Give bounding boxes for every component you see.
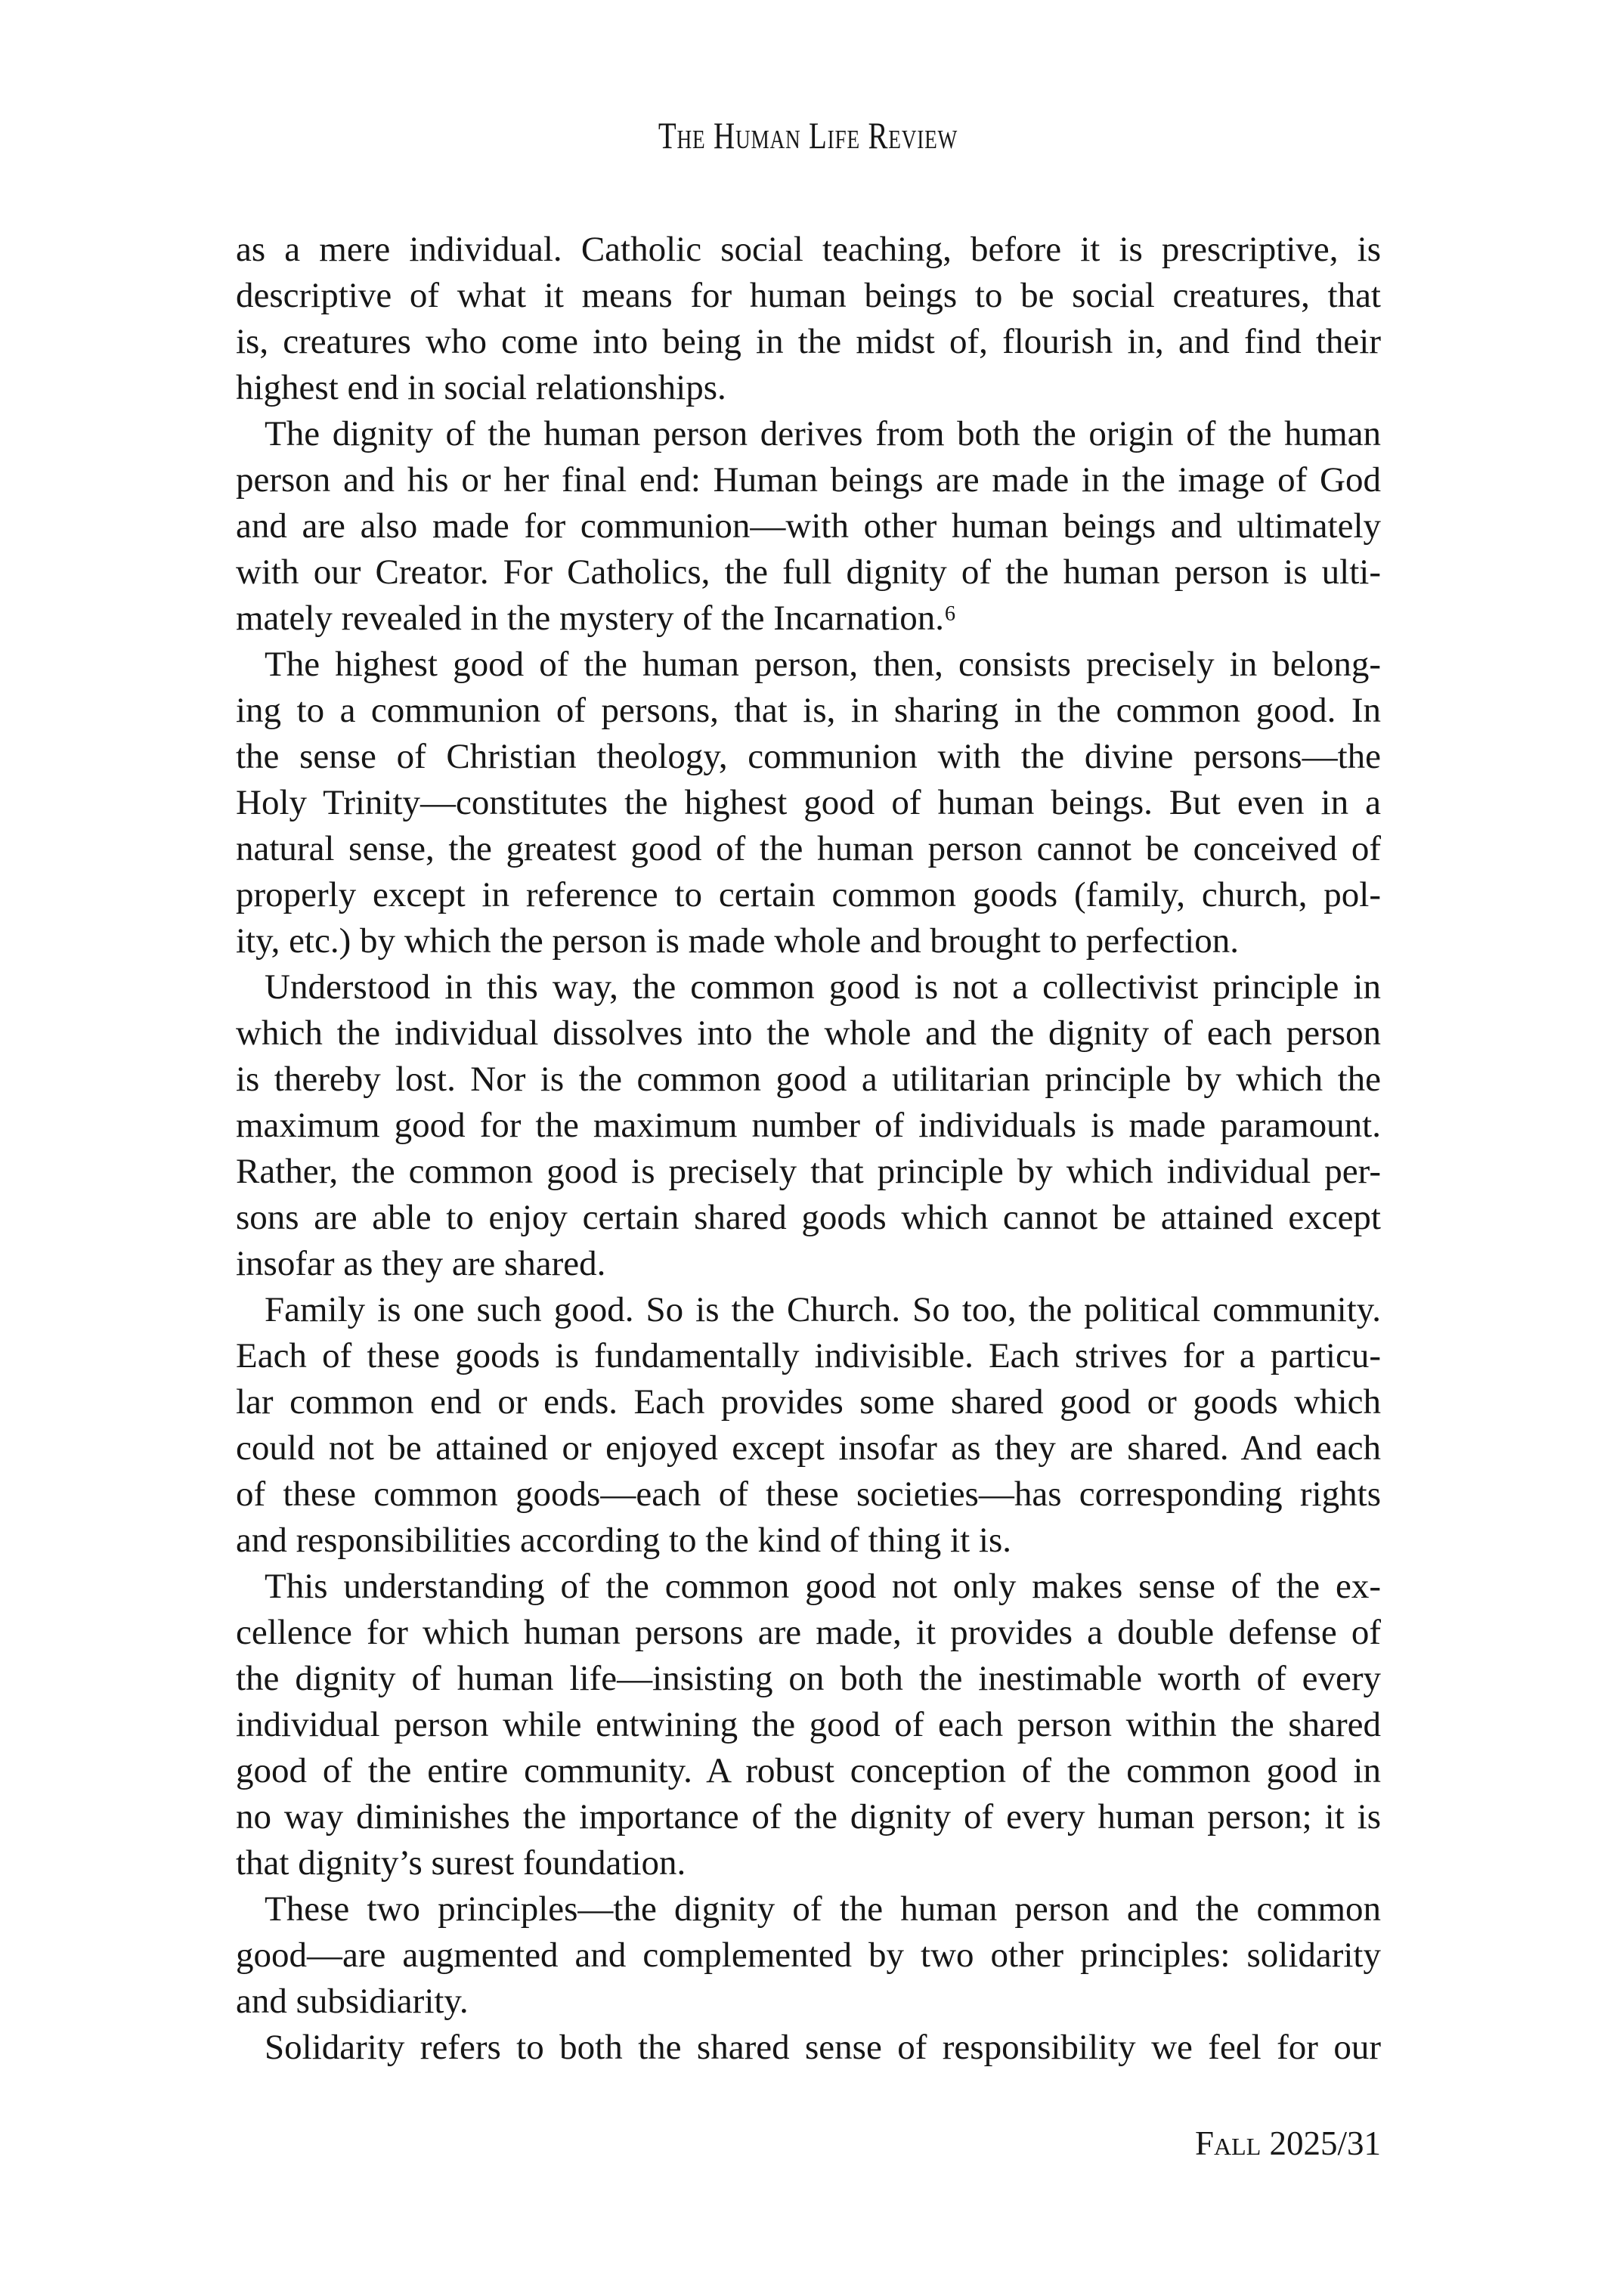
text-line: ity, etc.) by which the person is made whole and brought to perfection. (236, 921, 1239, 961)
text-line: highest end in social relationships. (236, 368, 726, 407)
text-line: good—are augmented and complemented by two other principles: solidarity (236, 1936, 1381, 1975)
text-line: good of the entire community. A robust conception of the common good in (236, 1751, 1381, 1790)
text-line: as a mere individual. Catholic social teaching, before it is prescriptive, is (236, 230, 1381, 269)
text-line: sons are able to enjoy certain shared goods which cannot be attained except (236, 1198, 1381, 1237)
text-line: The highest good of the human person, then, consists precisely in belong- (265, 645, 1381, 684)
text-line: insofar as they are shared. (236, 1244, 606, 1283)
text-line: is thereby lost. Nor is the common good a utilitarian principle by which the (236, 1060, 1381, 1099)
text-line: Each of these goods is fundamentally indivisible. Each strives for a particu- (236, 1336, 1381, 1375)
text-line: cellence for which human persons are made, it provides a double defense of (236, 1613, 1381, 1652)
page-footer: Fall 2025/31 (1195, 2124, 1381, 2162)
text-line: Holy Trinity—constitutes the highest good of human beings. But even in a (236, 783, 1381, 822)
text-line: and subsidiarity. (236, 1982, 469, 2021)
text-line: the sense of Christian theology, communion with the divine persons—the (236, 737, 1381, 776)
text-line: This understanding of the common good not only makes sense of the ex- (265, 1567, 1381, 1606)
text-line: no way diminishes the importance of the dignity of every human person; it is (236, 1797, 1381, 1836)
text-line: mately revealed in the mystery of the Incarnation.⁶ (236, 599, 957, 638)
text-line: and are also made for communion—with other human beings and ultimately (236, 506, 1381, 546)
text-line: with our Creator. For Catholics, the full dignity of the human person is ulti- (236, 552, 1381, 592)
text-line: These two principles—the dignity of the human person and the common (265, 1889, 1381, 1929)
text-line: lar common end or ends. Each provides some shared good or goods which (236, 1382, 1381, 1422)
text-line: descriptive of what it means for human beings to be social creatures, that (236, 276, 1381, 315)
text-line: Solidarity refers to both the shared sense of responsibility we feel for our (265, 2028, 1381, 2067)
text-line: individual person while entwining the good of each person within the shared (236, 1705, 1381, 1744)
text-line: of these common goods—each of these societies—has corresponding rights (236, 1474, 1381, 1514)
text-line: Understood in this way, the common good is not a collectivist principle in (265, 967, 1381, 1007)
text-line: The dignity of the human person derives from both the origin of the human (265, 414, 1381, 453)
journal-header: The Human Life Review (658, 114, 958, 156)
text-line: Family is one such good. So is the Church. So too, the political community. (265, 1290, 1381, 1329)
text-line: could not be attained or enjoyed except insofar as they are shared. And each (236, 1428, 1381, 1468)
page-body (236, 227, 1381, 2071)
text-line: person and his or her final end: Human beings are made in the image of God (236, 460, 1381, 500)
text-line: natural sense, the greatest good of the human person cannot be conceived of (236, 829, 1381, 868)
text-line: is, creatures who come into being in the midst of, flourish in, and find their (236, 322, 1381, 361)
text-line: and responsibilities according to the kind of thing it is. (236, 1521, 1012, 1560)
text-line: maximum good for the maximum number of individuals is made paramount. (236, 1106, 1381, 1145)
text-line: ing to a communion of persons, that is, in sharing in the common good. In (236, 691, 1381, 730)
text-line: Rather, the common good is precisely that principle by which individual per- (236, 1152, 1381, 1191)
text-line: that dignity’s surest foundation. (236, 1843, 686, 1883)
text-line: which the individual dissolves into the whole and the dignity of each person (236, 1013, 1381, 1053)
text-line: properly except in reference to certain common goods (family, church, pol- (236, 875, 1381, 914)
text-line: the dignity of human life—insisting on both the inestimable worth of every (236, 1659, 1381, 1698)
